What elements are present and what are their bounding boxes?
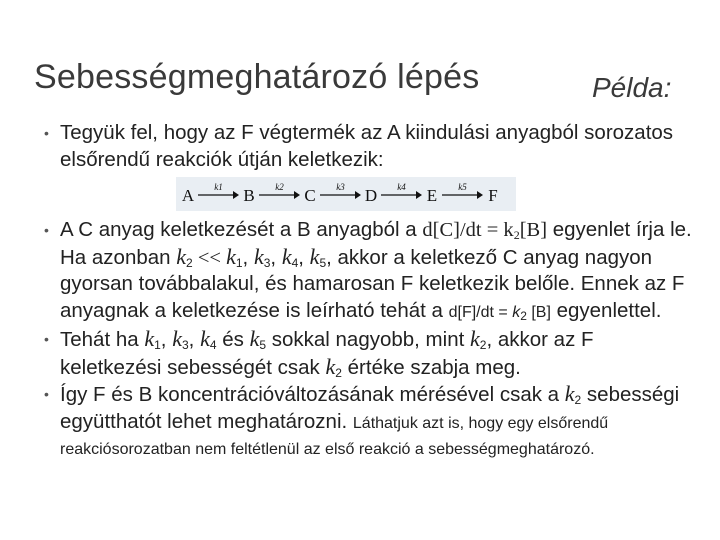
k2-symbol: k xyxy=(325,353,336,379)
rate-equation-c xyxy=(422,219,547,241)
bullet-4-text-a: Így F és B koncentrációváltozásának mérésével csak a xyxy=(60,383,565,406)
k2-sub: 2 xyxy=(479,338,487,352)
eq-c-part: d[C]/dt = k xyxy=(422,219,514,241)
eq-f-sub: 2 xyxy=(520,308,527,323)
species-E: E xyxy=(426,186,438,205)
bullet-3-text-d: értéke szabja meg. xyxy=(341,355,521,379)
comma: , xyxy=(298,245,310,269)
rate-equation-f xyxy=(449,304,551,321)
bullet-1 xyxy=(44,120,694,173)
rate-label-k5: k5 xyxy=(458,182,467,192)
comma: , xyxy=(188,328,201,351)
reaction-scheme-svg xyxy=(176,177,516,211)
k4-symbol: k xyxy=(200,326,210,351)
k1-sub: 1 xyxy=(154,338,161,352)
k5-sub: 5 xyxy=(259,338,267,352)
example-label: Példa: xyxy=(592,72,672,103)
rate-label-k1: k1 xyxy=(214,182,223,192)
k2-symbol: k xyxy=(176,243,187,269)
k2-sub: 2 xyxy=(335,365,342,380)
k3-sub: 3 xyxy=(263,255,271,270)
bullet-2-text-d: egyenlettel. xyxy=(550,298,662,322)
species-B: B xyxy=(243,186,255,205)
slide-content xyxy=(44,120,694,462)
k5-symbol: k xyxy=(309,243,320,269)
bullet-4-text-c: Láthatjuk azt is, hogy egy elsőrendű reakciósorozatban nem feltétlenül az első reakció a sebességmeghatározó. xyxy=(60,414,609,458)
rate-label-k3: k3 xyxy=(336,182,345,192)
bullet-2-text-c: , akkor a keletkező C anyag nagyon gyorsan továbbalakul, és hamarosan F keletkezik belőle. Ennek az F anyagnak a keletkezése is leírható tehát a xyxy=(60,245,685,322)
eq-f-k: k xyxy=(512,303,521,321)
k1-sub: 1 xyxy=(235,255,243,270)
k3-sub: 3 xyxy=(181,338,189,352)
k3-symbol: k xyxy=(253,243,264,269)
eq-c-sub: 2 xyxy=(513,228,520,242)
top-bar xyxy=(0,0,720,28)
bullet-3-text-c: , akkor az F keletkezési sebességét csak xyxy=(60,328,594,379)
k5-sub: 5 xyxy=(319,255,327,270)
eq-c-end: [B] xyxy=(519,219,548,241)
bullet-4-text-b: sebességi együtthatót lehet meghatározni. xyxy=(60,383,680,433)
bullet-3-text-a: Tehát ha xyxy=(60,328,145,351)
bullet-1-text: Tegyük fel, hogy az F végtermék az A kiindulási anyagból sorozatos elsőrendű reakciók útján keletkezik: xyxy=(60,121,674,171)
comma: , xyxy=(270,245,282,269)
eq-f-end: [B] xyxy=(526,303,551,321)
and-text: és xyxy=(216,328,250,351)
species-D: D xyxy=(364,186,378,205)
k3-symbol: k xyxy=(172,326,182,351)
rate-label-k2: k2 xyxy=(275,182,284,192)
k4-symbol: k xyxy=(281,243,292,269)
eq-f-part: d[F]/dt = xyxy=(448,303,513,321)
bullet-4 xyxy=(44,381,694,462)
comma: , xyxy=(242,245,254,269)
k2-symbol: k xyxy=(470,326,480,351)
k4-sub: 4 xyxy=(209,338,217,352)
rate-label-k4: k4 xyxy=(397,182,406,192)
k1-symbol: k xyxy=(226,243,236,269)
bullet-2-text-b: egyenlet írja le. Ha azonban xyxy=(60,218,692,269)
species-A: A xyxy=(181,186,195,205)
reaction-scheme xyxy=(176,177,516,211)
bullet-3-text-b: sokkal nagyobb, mint xyxy=(266,328,470,351)
k5-symbol: k xyxy=(249,326,260,351)
bullet-2-text-a: A C anyag keletkezését a B anyagból a xyxy=(60,218,423,241)
k2-sub: 2 xyxy=(186,255,193,270)
comma: , xyxy=(160,328,173,351)
much-less-than: << xyxy=(192,246,227,269)
bullet-3 xyxy=(44,326,694,381)
bullet-2 xyxy=(44,217,694,326)
slide-title: Sebességmeghatározó lépés xyxy=(34,58,480,96)
k2-sub: 2 xyxy=(574,393,582,407)
k2-symbol: k xyxy=(564,381,575,406)
k4-sub: 4 xyxy=(291,255,299,270)
k1-symbol: k xyxy=(144,326,155,351)
species-F: F xyxy=(488,186,498,205)
species-C: C xyxy=(304,186,316,205)
